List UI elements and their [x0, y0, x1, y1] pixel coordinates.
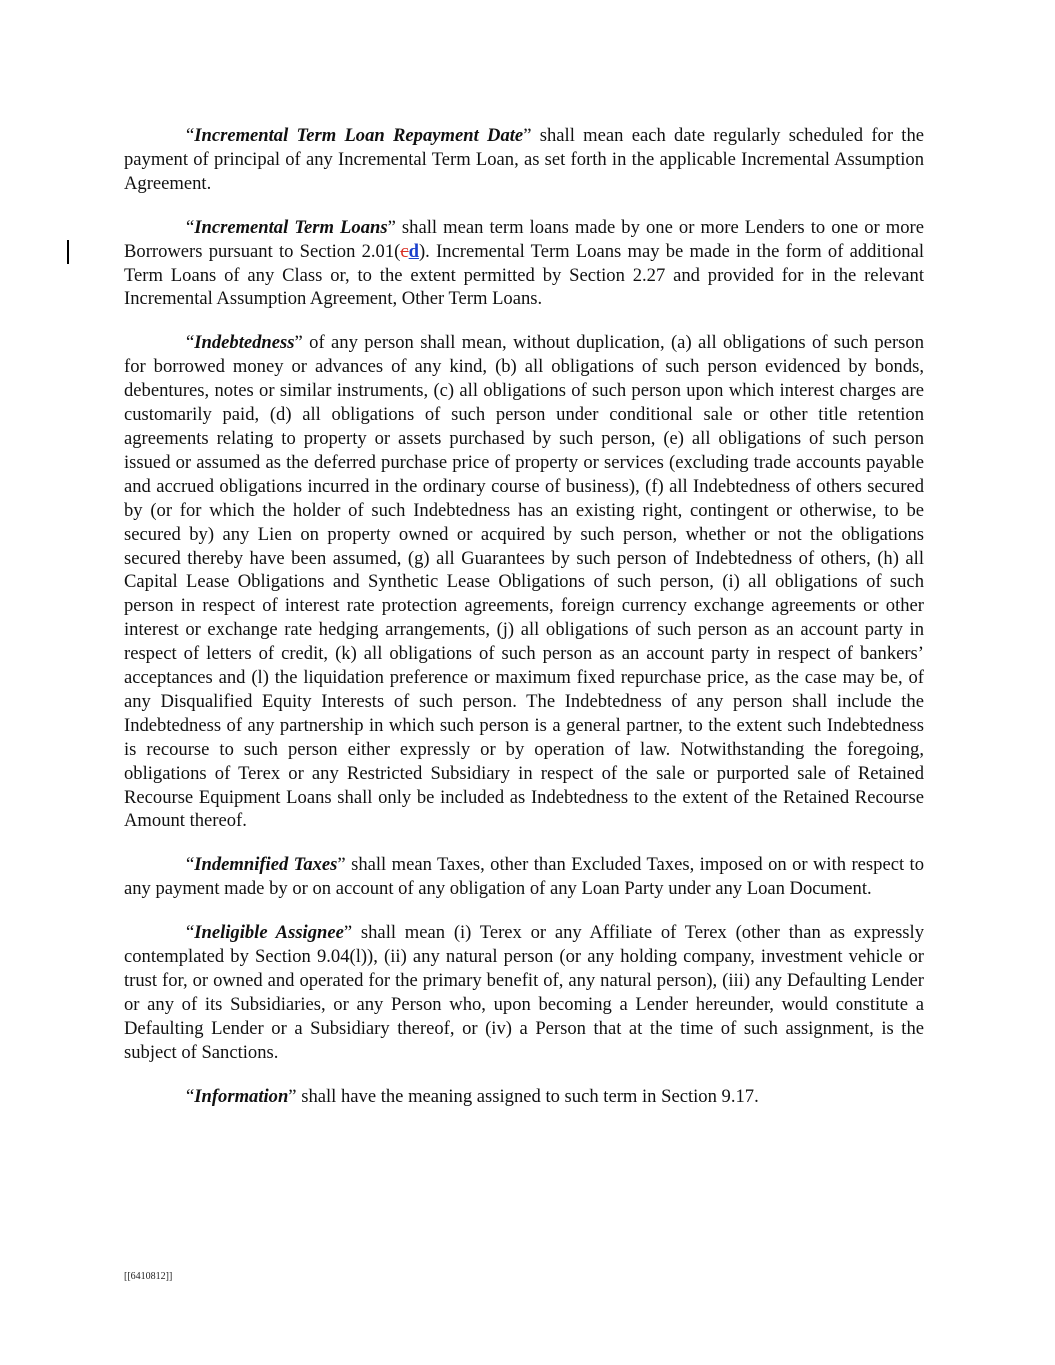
tracked-deletion: c — [400, 240, 409, 262]
open-quote: “ — [186, 332, 195, 354]
definition-text: shall mean Taxes, other than Excluded Taxes, imposed on or with respect to any payment made by or on account of any obligation of any Loan Party under any Loan Document. — [124, 854, 924, 900]
tracked-insertion: d — [408, 240, 419, 262]
open-quote: “ — [186, 216, 195, 238]
definition-incremental-term-loan-repayment-date — [124, 124, 924, 196]
defined-term: Ineligible Assignee — [194, 922, 344, 944]
definition-indemnified-taxes — [124, 853, 924, 901]
defined-term: Indebtedness — [194, 332, 295, 354]
open-quote: “ — [186, 854, 195, 876]
defined-term: Information — [194, 1085, 289, 1107]
open-quote: “ — [186, 1085, 195, 1107]
definition-information — [124, 1085, 924, 1109]
defined-term: Incremental Term Loans — [194, 216, 388, 238]
definition-text: shall have the meaning assigned to such term in Section 9.17. — [296, 1085, 759, 1107]
document-id-footer: [[6410812]] — [124, 1271, 173, 1282]
open-quote: “ — [186, 125, 195, 146]
open-quote: “ — [186, 922, 195, 944]
definition-text: of any person shall mean, without duplication, (a) all obligations of such person for borrowed money or advances of any kind, (b) all obligations of such person evidenced by bonds, debentures, notes or similar instruments, (c) all obligations of such person upon which interest charges are customarily paid, (d) all obligations of such person under conditional sale or other title retention agreements relating to property or assets purchased by such person, (e) all obligations of such person issued or assumed as the deferred purchase price of property or services (excluding trade accounts payable and accrued obligations incurred in the ordinary course of business), (f) all Indebtedness of others secured by (or for which the holder of such Indebtedness has an existing right, contingent or otherwise, to be secured by) any Lien on property owned or acquired by such person, whether or not the obligations secured thereby have been assumed, (g) all Guarantees by such person of Indebtedness of others, (h) all Capital Lease Obligations and Synthetic Lease Obligations of such person, (i) all obligations of such person in respect of interest rate protection agreements, foreign currency exchange agreements or other interest or exchange rate hedging arrangements, (j) all obligations of such person as an account party in respect of letters of credit, (k) all obligations of such person as an account party in respect of bankers’ acceptances and (l) the liquidation preference or maximum fixed repurchase price, as the case may be, of any Disqualified Equity Interests of such person. The Indebtedness of any person shall include the Indebtedness of any partnership in which such person is a general partner, to the extent such Indebtedness is recourse to such person either expressly or by operation of law. Notwithstanding the foregoing, obligations of Terex or any Restricted Subsidiary in respect of the sale or purported sale of Retained Recourse Equipment Loans shall only be included as Indebtedness to the extent of the Retained Recourse Amount thereof. — [124, 332, 924, 832]
close-quote: ” — [294, 332, 303, 354]
defined-term: Incremental Term Loan Repayment Date — [194, 125, 524, 146]
document-page — [124, 124, 924, 1129]
definition-incremental-term-loans — [124, 216, 924, 312]
definition-indebtedness — [124, 331, 924, 833]
definition-ineligible-assignee — [124, 921, 924, 1064]
defined-term: Indemnified Taxes — [194, 854, 338, 876]
definition-text: shall mean (i) Terex or any Affiliate of Terex (other than as expressly contemplated by Section 9.04(l)), (ii) any natural person (or any holding company, investment vehicle or trust for, or owned and operated for the primary benefit of, any natural person), (iii) any Defaulting Lender or any of its Subsidiaries, or any Person who, upon becoming a Lender hereunder, would constitute a Defaulting Lender or a Subsidiary thereof, or (iv) a Person that at the time of such assignment, is the subject of Sanctions. — [124, 922, 924, 1063]
close-quote: ” — [337, 854, 346, 876]
definition-text-continued: ). Incremental Term Loans may be made in the form of additional Term Loans of any Class or, to the extent permitted by Section 2.27 and provided for in the relevant Incremental Assumption Agreement, Other Term Loans. — [124, 240, 924, 310]
close-quote: ” — [288, 1085, 297, 1107]
close-quote: ” — [387, 216, 396, 238]
revision-change-bar — [67, 240, 69, 264]
close-quote: ” — [343, 922, 353, 944]
definition-text: shall mean term loans made by one or more Lenders to one or more Borrowers pursuant to Section 2.01( — [124, 216, 924, 262]
definition-text: shall mean each date regularly scheduled for the payment of principal of any Incremental Term Loan, as set forth in the applicable Incremental Assumption Agreement. — [124, 125, 925, 194]
close-quote: ” — [523, 125, 532, 146]
